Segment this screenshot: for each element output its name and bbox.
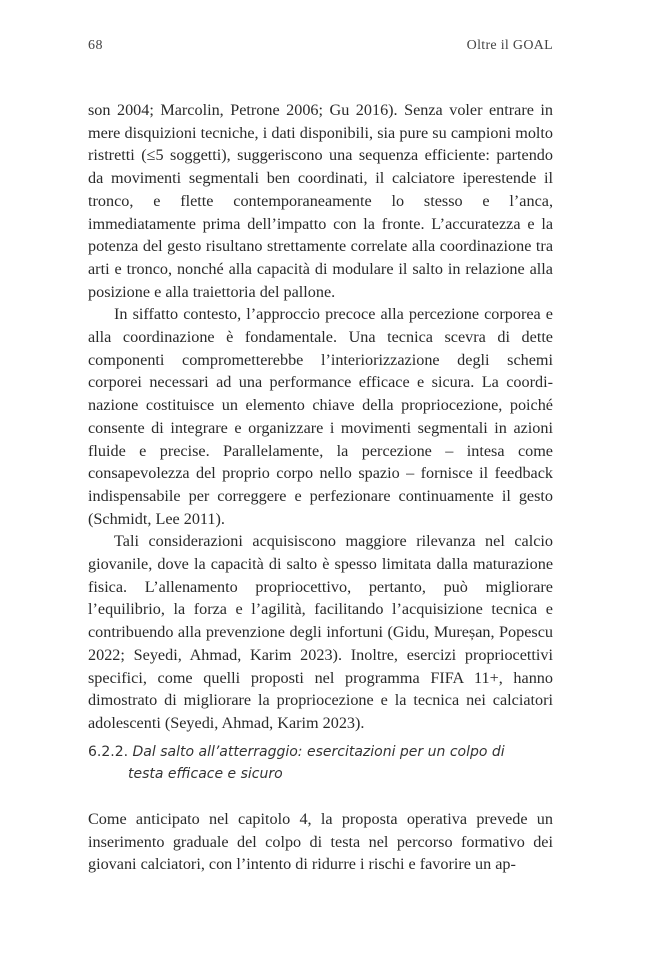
body-text bbox=[88, 99, 553, 735]
section-heading-line-1 bbox=[88, 741, 553, 763]
paragraph-3: Tali considerazioni acquisiscono maggiore rilevanza nel calcio giovanile, dove la capacità di salto è spesso limitata dalla maturazione fisica. L’allenamento propriocettivo, pertanto, può migliorare l’equilibrio, la forza e l’agilità, facilitando l’acquisizione tecnica e contribuendo alla prevenzione degli infortuni (Gidu, Mureșan, Popescu 2022; Seyedi, Ahmad, Karim 2023). Inoltre, esercizi propriocettivi specifici, come quelli proposti nel programma FIFA 11+, hanno dimostrato di migliorare la propriocezione e la tecnica nei calciatori adolescenti (Seyedi, Ahmad, Karim 2023). bbox=[88, 532, 553, 732]
closing-text bbox=[88, 808, 553, 876]
paragraph-4: Come anticipato nel capitolo 4, la proposta operativa prevede un inserimento graduale del colpo di testa nel percorso formativo dei giovani calciatori, con l’intento di ridurre i rischi e favorire un ap- bbox=[88, 810, 553, 874]
section-heading bbox=[88, 741, 553, 785]
section-title-line-2: testa efficace e sicuro bbox=[128, 766, 283, 782]
paragraph-1: son 2004; Marcolin, Petrone 2006; Gu 2016). Senza voler entrare in mere disquizioni tecniche, i dati disponibili, sia pure su campioni molto ristretti (≤5 soggetti), suggeriscono una sequenza efficiente: partendo da movimenti segmentali ben coordinati, il calciatore iperestende il tronco, e flette contemporaneamente lo stesso e l’anca, immediatamente prima dell’impatto con la fronte. L’accuratezza e la potenza del gesto risultano strettamente correlate alla coordinazione tra arti e tronco, nonché alla capacità di modulare il salto in relazione alla posizione e alla traiettoria del pallone. bbox=[88, 101, 553, 301]
page-header bbox=[88, 38, 553, 58]
running-head: Oltre il GOAL bbox=[466, 38, 553, 53]
section-title-line-1: Dal salto all’atterraggio: esercitazioni per un colpo di bbox=[132, 744, 505, 760]
section-number: 6.2.2. bbox=[88, 744, 129, 760]
page-number: 68 bbox=[88, 38, 103, 53]
paragraph-2: In siffatto contesto, l’approccio precoce alla percezione corporea e alla coordinazione è fondamentale. Una tecnica scevra di dette componenti comprometterebbe l’interiorizzazione degli schemi corporei necessari ad una performance efficace e sicura. La coordinazione costituisce un elemento chiave della propriocezione, poiché consente di integrare e organizzare i movimenti segmentali in azioni fluide e precise. Parallelamente, la percezione – intesa come consapevolezza del proprio corpo nello spazio – fornisce il feedback indispensabile per correggere e perfezionare continuamente il gesto (Schmidt, Lee 2011). bbox=[88, 305, 553, 528]
